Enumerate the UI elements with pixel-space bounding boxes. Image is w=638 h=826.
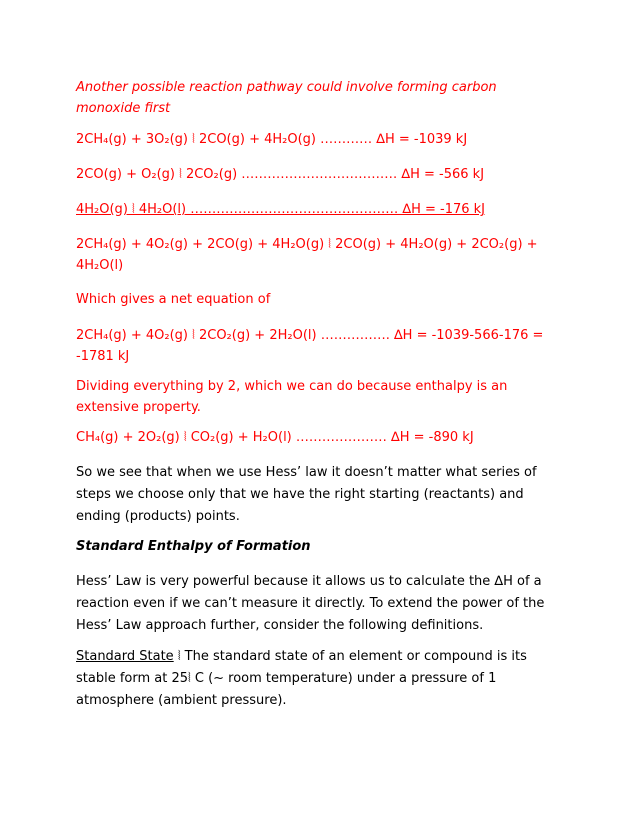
equation-2: 2CO(g) + O₂(g) ⦚ 2CO₂(g) ……………………………… ∆H = -566 kJ bbox=[76, 167, 485, 182]
section-heading: Standard Enthalpy of Formation bbox=[76, 539, 311, 554]
final-equation: CH₄(g) + 2O₂(g) ⦚ CO₂(g) + H₂O(l) ………………… ∆H = -890 kJ bbox=[76, 430, 474, 445]
sum-equation: 2CH₄(g) + 4O₂(g) + 2CO(g) + 4H₂O(g) ⦚ 2CO(g) + 4H₂O(g) + 2CO₂(g) + 4H₂O(l) bbox=[76, 237, 538, 273]
equation-1: 2CH₄(g) + 3O₂(g) ⦚ 2CO(g) + 4H₂O(g) ………… ∆H = -1039 kJ bbox=[76, 132, 468, 147]
net-equation-label: Which gives a net equation of bbox=[76, 292, 271, 307]
dividing-paragraph: Dividing everything by 2, which we can do because enthalpy is an extensive property. bbox=[76, 379, 508, 415]
net-equation: 2CH₄(g) + 4O₂(g) ⦚ 2CO₂(g) + 2H₂O(l) ……………. ∆H = -1039-566-176 = -1781 kJ bbox=[76, 328, 544, 364]
hess-summary-paragraph: So we see that when we use Hess’ law it doesn’t matter what series of steps we choose only that we have the right starting (reactants) and ending (products) points. bbox=[76, 465, 537, 524]
standard-state-definition bbox=[76, 646, 562, 712]
hess-power-paragraph: Hess’ Law is very powerful because it allows us to calculate the ∆H of a reaction even if we can’t measure it directly. To extend the power of the Hess’ Law approach further, consider the following definitions. bbox=[76, 574, 545, 633]
equation-3: 4H₂O(g) ⦚ 4H₂O(l) ………………………………………… ∆H = -176 kJ bbox=[76, 202, 486, 217]
standard-state-text: ⦚ The standard state of an element or compound is its stable form at 25⦚ C (~ room temperature) under a pressure of 1 atmosphere (ambient pressure). bbox=[76, 649, 527, 708]
intro-paragraph: Another possible reaction pathway could involve forming carbon monoxide first bbox=[76, 80, 497, 116]
standard-state-term: Standard State bbox=[76, 649, 174, 664]
